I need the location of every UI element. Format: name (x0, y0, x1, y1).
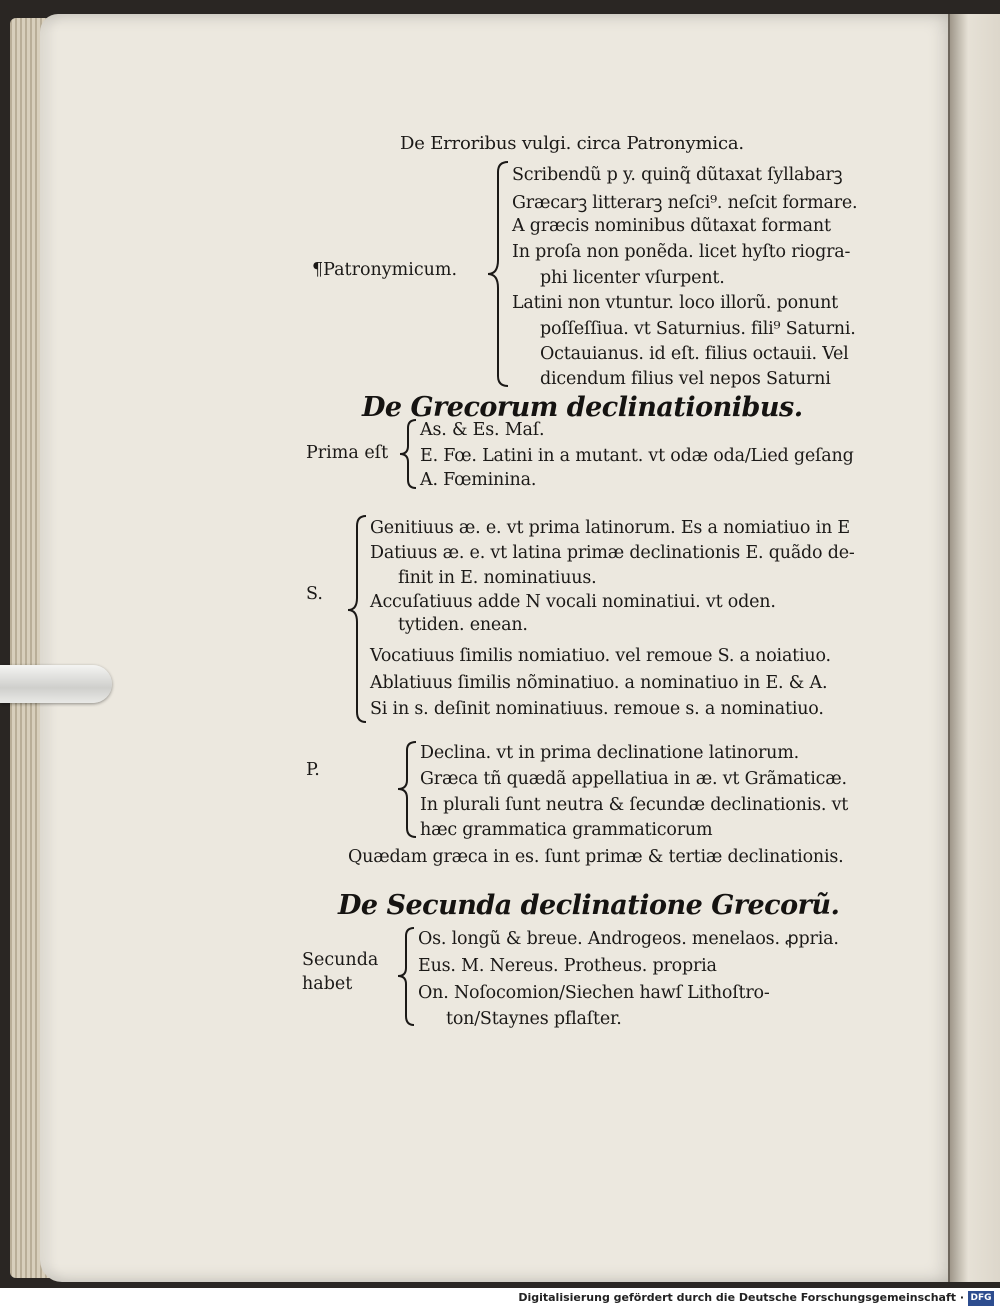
secunda-label: Secunda (302, 950, 379, 970)
singular-label: S. (306, 584, 323, 604)
singular-brace (346, 514, 368, 724)
plural-line: In plurali ſunt neutra & ſecundæ declinationis. vt (420, 795, 849, 815)
plural-line: Declina. vt in prima declinatione latinorum. (420, 743, 799, 763)
prima-line: As. & Es. Maſ. (420, 420, 545, 440)
section-heading-greek-declensions: De Grecorum declinationibus. (362, 392, 803, 423)
patronymicum-line: dicendum filius vel nepos Saturni (540, 369, 831, 389)
dfg-logo: DFG (968, 1291, 994, 1306)
patronymicum-line: phi licenter vſurpent. (540, 268, 725, 288)
secunda-line: ton/Staynes pflaſter. (446, 1009, 622, 1029)
section-heading-second-declension: De Secunda declinatione Grecorũ. (338, 890, 840, 921)
prima-line: A. Fœminina. (420, 470, 537, 490)
singular-line: Datiuus æ. e. vt latina primæ declinationis E. quãdo de- (370, 543, 855, 563)
facing-page-edge (948, 14, 1000, 1282)
secunda-line: On. Noſocomion/Siechen hawſ Lithoſtro- (418, 983, 770, 1003)
patronymicum-label: ¶Patronymicum. (312, 260, 458, 280)
patronymicum-line: Græcarꝫ litterarꝫ neſci⁹. neſcit formare. (512, 193, 858, 213)
patronymicum-line: In proſa non ponẽda. licet hyſto riogra- (512, 242, 851, 262)
singular-line: Accuſatiuus adde N vocali nominatiui. vt oden. (370, 592, 776, 612)
singular-line: finit in E. nominatiuus. (398, 568, 597, 588)
singular-line: Si in s. deſinit nominatiuus. remoue s. a nominatiuo. (370, 699, 824, 719)
singular-line: Ablatiuus ſimilis nõminatiuo. a nominatiuo in E. & A. (370, 673, 828, 693)
singular-line: Vocatiuus ſimilis nomiatiuo. vel remoue S. a noiatiuo. (370, 646, 831, 666)
patronymicum-line: Latini non vtuntur. loco illorũ. ponunt (512, 293, 838, 313)
page-header: De Erroribus vulgi. circa Patronymica. (400, 133, 744, 154)
singular-line: Genitiuus æ. e. vt prima latinorum. Es a nomiatiuo in E (370, 518, 850, 538)
footer-credit: Digitalisierung gefördert durch die Deutsche Forschungsgemeinschaft · (518, 1291, 964, 1304)
patronymicum-line: poſſeſſiua. vt Saturnius. fili⁹ Saturni. (540, 319, 856, 339)
patronymicum-line: Octauianus. id eſt. filius octauii. Vel (540, 344, 849, 364)
prima-label: Prima eſt (306, 443, 389, 463)
patronymicum-line: Scribendũ p y. quinq̃ dũtaxat ſyllabarꝫ (512, 165, 843, 185)
patronymicum-line: A græcis nominibus dũtaxat formant (512, 216, 831, 236)
plural-brace (396, 740, 418, 840)
secunda-label: habet (302, 974, 353, 994)
prima-line: E. Fœ. Latini in a mutant. vt odæ oda/Lied geſang (420, 446, 854, 466)
prima-brace (398, 418, 418, 490)
plural-note: Quædam græca in es. ſunt primæ & tertiæ declinationis. (348, 847, 844, 867)
plural-line: hæc grammatica grammaticorum (420, 820, 713, 840)
page-holder-tab (0, 665, 112, 703)
secunda-line: Os. longũ & breue. Androgeos. menelaos. ꝓpria. (418, 929, 839, 949)
plural-line: Græca tñ quædã appellatiua in æ. vt Grãmaticæ. (420, 769, 847, 789)
singular-line: tytiden. enean. (398, 615, 528, 635)
footer-bar (0, 1288, 1000, 1310)
secunda-line: Eus. M. Nereus. Protheus. propria (418, 956, 717, 976)
plural-label: P. (306, 760, 320, 780)
secunda-brace (396, 926, 416, 1028)
patronymicum-brace (486, 160, 510, 388)
